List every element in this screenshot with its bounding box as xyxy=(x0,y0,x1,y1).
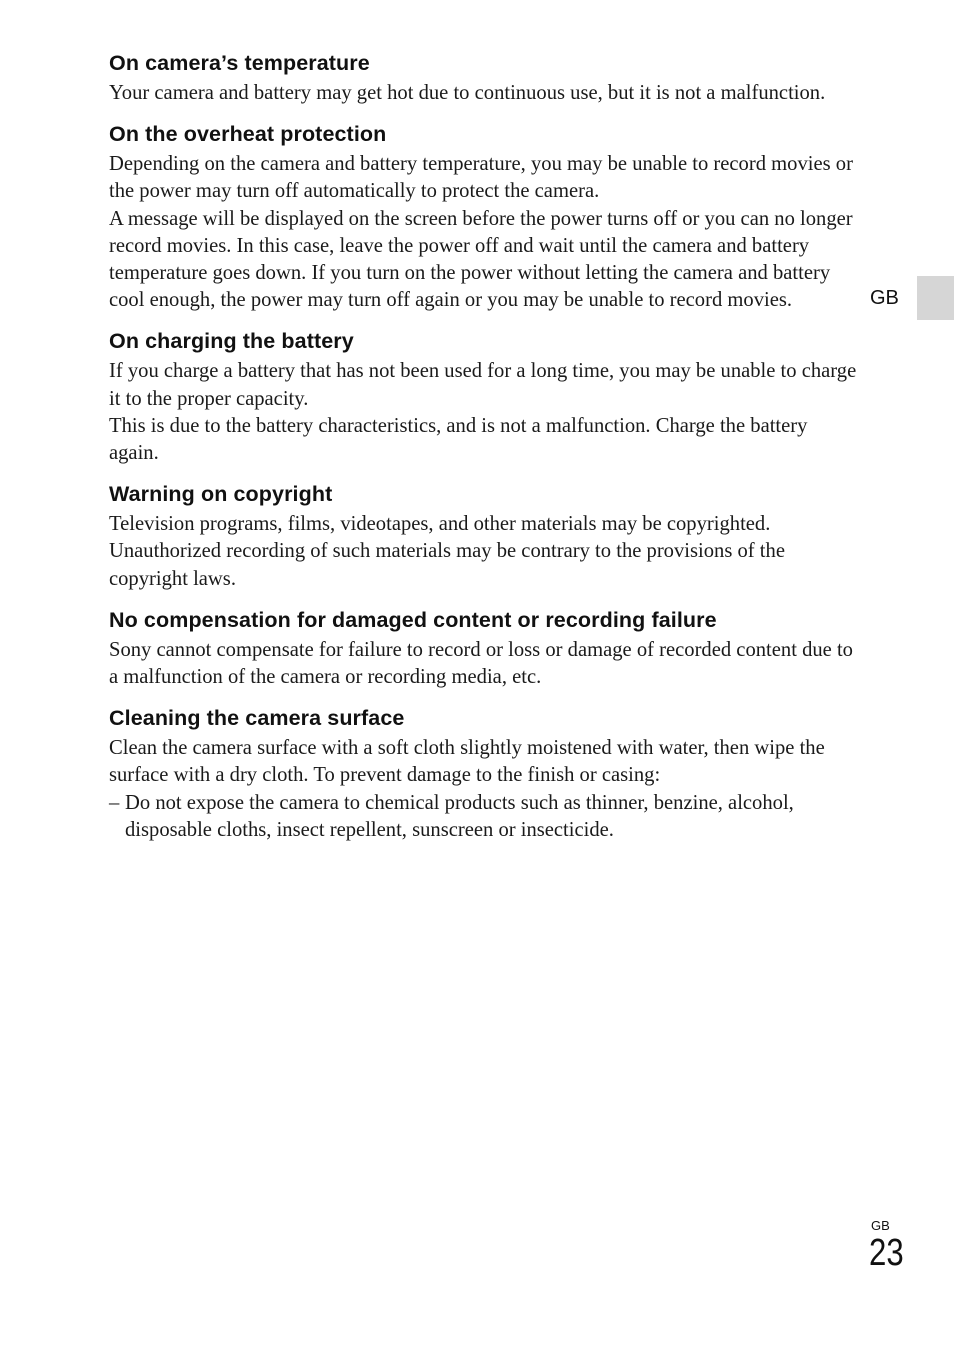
section-heading: On charging the battery xyxy=(109,329,354,354)
section-heading: No compensation for damaged content or recording failure xyxy=(109,607,717,632)
section-paragraph: If you charge a battery that has not been used for a long time, you may be unable to charge it to the proper capacity. xyxy=(109,360,857,410)
section-camera-temperature xyxy=(109,48,861,107)
section-copyright-warning xyxy=(109,479,861,593)
document-body xyxy=(109,48,861,856)
list-item-text: Do not expose the camera to chemical products such as thinner, benzine, alcohol, disposable cloths, insect repellent, sunscreen or insecticide. xyxy=(125,791,794,841)
section-charging-battery xyxy=(109,326,861,467)
section-no-compensation xyxy=(109,605,861,691)
section-paragraph: This is due to the battery characteristics, and is not a malfunction. Charge the battery again. xyxy=(109,414,808,465)
footer-language-label: GB xyxy=(871,1218,890,1233)
section-overheat-protection xyxy=(109,119,861,314)
side-thumb-tab xyxy=(917,276,954,320)
dash-bullet: – xyxy=(109,791,120,814)
section-paragraph: Clean the camera surface with a soft cloth slightly moistened with water, then wipe the surface with a dry cloth. To prevent damage to the finish or casing: xyxy=(109,737,825,787)
section-heading: On camera’s temperature xyxy=(109,51,370,75)
side-language-label: GB xyxy=(870,287,899,309)
section-paragraph: Television programs, films, videotapes, and other materials may be copyrighted. Unauthorized recording of such materials may be contrary to the provisions of the copyright laws. xyxy=(109,513,785,590)
section-cleaning-surface xyxy=(109,703,861,844)
list-item xyxy=(109,790,861,844)
section-paragraph: A message will be displayed on the screen before the power turns off or you can no longer record movies. In this case, leave the power off and wait until the camera and battery temperature goes down. If you turn on the power without letting the camera and battery cool enough, the power may turn off again or you may be unable to record movies. xyxy=(109,207,853,312)
section-heading: Cleaning the camera surface xyxy=(109,706,405,731)
section-paragraph: Sony cannot compensate for failure to record or loss or damage of recorded content due to a malfunction of the camera or recording media, etc. xyxy=(109,638,853,689)
page-number: 23 xyxy=(869,1232,904,1274)
section-paragraph: Your camera and battery may get hot due to continuous use, but it is not a malfunction. xyxy=(109,82,826,104)
section-heading: On the overheat protection xyxy=(109,122,387,147)
section-heading: Warning on copyright xyxy=(109,482,333,507)
section-paragraph: Depending on the camera and battery temperature, you may be unable to record movies or the power may turn off automatically to protect the camera. xyxy=(109,153,853,203)
